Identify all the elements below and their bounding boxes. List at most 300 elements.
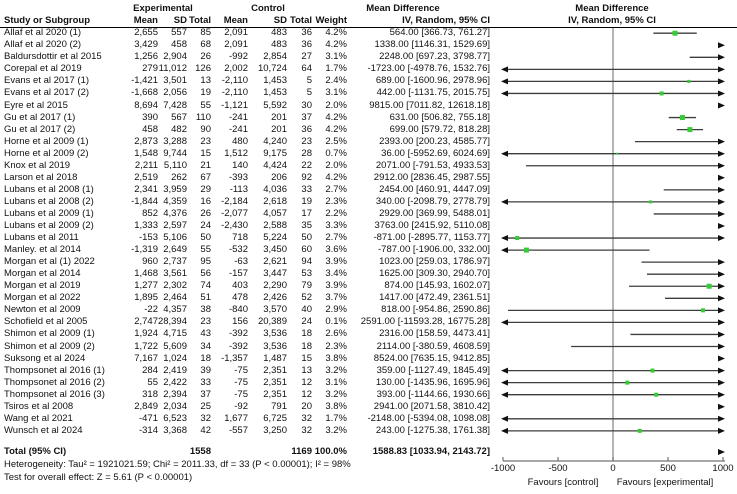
experimental-sd: 4,376	[163, 207, 187, 219]
study-name: Lubans et al 2008 (2)	[4, 195, 94, 207]
experimental-sd: 2,649	[163, 244, 187, 256]
control-total: 79	[301, 280, 312, 292]
study-name: Gu et al 2017 (1)	[4, 111, 76, 123]
experimental-total: 42	[200, 424, 211, 436]
control-sd: 3,450	[263, 244, 287, 256]
study-weight: 4.2%	[325, 27, 347, 39]
experimental-total: 26	[200, 207, 211, 219]
study-weight: 2.3%	[325, 195, 347, 207]
study-weight: 3.1%	[325, 376, 347, 388]
experimental-total: 23	[200, 135, 211, 147]
experimental-total: 18	[200, 352, 211, 364]
ci-arrow-left-icon	[501, 78, 508, 84]
study-ci-text: 2912.00 [2836.45, 2987.55]	[373, 171, 490, 183]
ci-arrow-right-icon	[718, 199, 725, 205]
effect-marker	[660, 91, 664, 95]
ci-arrow-left-icon	[501, 247, 508, 253]
control-total: 23	[301, 135, 312, 147]
experimental-mean: 458	[142, 123, 158, 135]
control-mean: -2,110	[221, 75, 248, 87]
ctrl-mean-header: Mean	[223, 15, 248, 26]
experimental-mean: 1,722	[134, 340, 158, 352]
ci-arrow-left-icon	[501, 319, 508, 325]
experimental-mean: 1,895	[134, 292, 158, 304]
total-control-n: 1169	[291, 446, 312, 457]
study-weight: 3.1%	[325, 87, 347, 99]
study-weight: 0.7%	[325, 147, 347, 159]
control-sd: 2,854	[263, 51, 287, 63]
experimental-group-header: Experimental	[133, 3, 193, 14]
ci-arrow-right-icon	[718, 66, 725, 72]
ci-arrow-left-icon	[501, 416, 508, 422]
control-mean: -75	[234, 376, 248, 388]
ci-arrow-right-icon	[718, 331, 725, 337]
control-mean: -2,077	[221, 207, 248, 219]
study-name: Shimon et al 2009 (2)	[4, 340, 95, 352]
experimental-sd: 2,034	[163, 400, 187, 412]
md-plot-subtitle: IV, Random, 95% CI	[568, 15, 656, 26]
experimental-mean: 1,548	[134, 147, 158, 159]
study-ci-text: 874.00 [145.93, 1602.07]	[384, 280, 490, 292]
control-mean: -1,121	[221, 99, 248, 111]
experimental-total: 95	[200, 256, 211, 268]
control-total: 13	[301, 364, 312, 376]
ci-arrow-right-icon	[718, 319, 725, 325]
effect-marker	[654, 393, 658, 397]
control-total: 32	[301, 424, 312, 436]
study-ci-text: 564.00 [366.73, 761.27]	[389, 27, 490, 39]
study-weight: 2.7%	[325, 183, 347, 195]
experimental-total: 110	[195, 111, 211, 123]
study-weight: 3.2%	[325, 364, 347, 376]
experimental-sd: 4,357	[163, 304, 187, 316]
study-ci-text: 689.00 [-1600.96, 2978.96]	[375, 75, 490, 87]
experimental-sd: 2,419	[163, 364, 187, 376]
md-plot-title: Mean Difference	[575, 3, 649, 14]
control-sd: 2,351	[263, 376, 287, 388]
control-mean: 718	[232, 232, 248, 244]
control-total: 15	[301, 352, 312, 364]
experimental-sd: 2,302	[163, 280, 187, 292]
study-name: Thompsonet al 2016 (3)	[4, 388, 105, 400]
experimental-mean: 390	[142, 111, 158, 123]
study-name: Baldursdottir et al 2015	[4, 51, 102, 63]
experimental-mean: -314	[138, 424, 158, 436]
control-mean: 1,512	[224, 147, 248, 159]
study-name: Horne et al 2009 (1)	[4, 135, 89, 147]
study-weight: 1.7%	[325, 412, 347, 424]
study-weight: 2.9%	[325, 304, 347, 316]
experimental-total: 51	[200, 292, 211, 304]
study-name: Lubans et al 2011	[4, 232, 79, 244]
control-total: 33	[301, 183, 312, 195]
control-sd: 5,224	[263, 232, 287, 244]
control-mean: 2,002	[224, 63, 248, 75]
study-weight: 4.2%	[325, 39, 347, 51]
experimental-sd: 3,368	[163, 424, 187, 436]
control-total: 92	[301, 171, 312, 183]
study-name: Evans et al 2017 (1)	[4, 75, 90, 87]
experimental-total: 33	[200, 376, 211, 388]
study-ci-text: 2929.00 [369.99, 5488.01]	[379, 207, 490, 219]
experimental-sd: 2,422	[163, 376, 187, 388]
control-mean: 480	[232, 135, 248, 147]
effect-marker	[687, 80, 690, 83]
experimental-total: 43	[200, 328, 211, 340]
study-ci-text: 9815.00 [7011.82, 12618.18]	[369, 99, 490, 111]
exp-sd-header: SD	[173, 15, 187, 26]
experimental-mean: 1,277	[134, 280, 158, 292]
ci-arrow-right-icon	[718, 90, 725, 96]
ci-arrow-left-icon	[501, 235, 508, 241]
study-name: Horne et al 2009 (2)	[4, 147, 89, 159]
control-mean: -75	[234, 364, 248, 376]
control-mean: -392	[228, 328, 248, 340]
experimental-sd: 5,106	[163, 232, 187, 244]
control-mean: -840	[228, 304, 248, 316]
study-weight: 4.2%	[325, 171, 347, 183]
study-weight: 3.9%	[325, 256, 347, 268]
experimental-mean: -1,668	[131, 87, 158, 99]
study-weight: 0.1%	[325, 316, 347, 328]
ci-arrow-right-icon	[718, 163, 725, 169]
control-mean: -63	[234, 256, 248, 268]
experimental-total: 32	[200, 412, 211, 424]
control-total: 5	[306, 87, 312, 99]
ctrl-sd-header: SD	[273, 15, 287, 26]
control-mean: -393	[228, 171, 248, 183]
study-name: Lubans et al 2008 (1)	[4, 183, 94, 195]
experimental-total: 19	[200, 87, 211, 99]
ci-arrow-right-icon	[718, 368, 725, 374]
study-ci-text: 8524.00 [7635.15, 9412.85]	[373, 352, 490, 364]
ci-arrow-left-icon	[501, 380, 508, 386]
ctrl-total-header: Total	[290, 15, 312, 26]
study-name: Wang et al 2021	[4, 412, 73, 424]
control-total: 18	[301, 340, 312, 352]
experimental-sd: 262	[171, 171, 187, 183]
ci-arrow-right-icon	[718, 54, 725, 60]
control-sd: 3,447	[263, 268, 287, 280]
study-weight: 3.3%	[325, 220, 347, 231]
effect-marker	[687, 127, 692, 132]
study-weight: 2.7%	[325, 232, 347, 244]
experimental-total: 85	[200, 27, 211, 39]
experimental-total: 25	[200, 400, 211, 412]
control-sd: 3,536	[263, 340, 287, 352]
control-mean: -1,357	[221, 352, 248, 364]
study-name: Shimon et al 2009 (1)	[4, 328, 95, 340]
control-mean: 156	[232, 316, 248, 328]
experimental-total: 34	[200, 340, 211, 352]
experimental-total: 90	[200, 123, 211, 135]
experimental-sd: 458	[171, 39, 187, 51]
experimental-total: 24	[200, 220, 211, 231]
control-mean: 2,091	[224, 27, 248, 39]
control-total: 64	[301, 63, 312, 75]
experimental-mean: 318	[142, 388, 158, 400]
control-sd: 483	[271, 27, 287, 39]
experimental-total: 56	[200, 268, 211, 280]
ci-arrow-left-icon	[501, 368, 508, 374]
axis-tick-label: 0	[610, 463, 616, 474]
control-sd: 2,426	[263, 292, 287, 304]
study-ci-text: 3763.00 [2415.92, 5110.08]	[374, 220, 490, 231]
control-mean: 2,091	[224, 39, 248, 51]
control-total: 50	[301, 232, 312, 244]
control-total: 12	[301, 388, 312, 400]
experimental-total: 55	[200, 99, 211, 111]
control-sd: 2,618	[263, 195, 287, 207]
control-mean: -92	[234, 400, 248, 412]
experimental-mean: -1,844	[131, 195, 158, 207]
experimental-sd: 3,959	[163, 183, 187, 195]
study-name: Suksong et al 2024	[4, 352, 86, 364]
experimental-sd: 5,110	[163, 159, 187, 171]
experimental-total: 38	[200, 304, 211, 316]
experimental-total: 13	[200, 75, 211, 87]
study-name: Morgan et al (1) 2022	[4, 256, 95, 268]
experimental-sd: 4,715	[163, 328, 187, 340]
exp-mean-header: Mean	[133, 15, 158, 26]
study-weight: 3.4%	[325, 268, 347, 280]
experimental-sd: 3,288	[163, 135, 187, 147]
control-sd: 4,240	[263, 135, 287, 147]
ci-arrow-right-icon	[718, 271, 725, 277]
study-ci-text: 2393.00 [200.23, 4585.77]	[379, 135, 490, 147]
ci-arrow-left-icon	[501, 392, 508, 398]
heterogeneity-note: Heterogeneity: Tau² = 1921021.59; Chi² = 2011.33, df = 33 (P < 0.00001); I² = 98%	[4, 459, 351, 470]
experimental-mean: 1,333	[134, 220, 158, 231]
study-ci-text: -2148.00 [-5394.08, 1098.08]	[367, 412, 490, 424]
study-weight: 3.1%	[325, 51, 347, 63]
control-mean: -241	[228, 111, 248, 123]
ci-arrow-right-icon	[718, 139, 725, 145]
experimental-total: 26	[200, 51, 211, 63]
study-weight: 3.2%	[325, 424, 347, 436]
experimental-sd: 2,464	[163, 292, 187, 304]
control-sd: 2,351	[263, 364, 287, 376]
ci-arrow-right-icon	[718, 175, 725, 181]
total-ci-text: 1588.83 [1033.94, 2143.72]	[372, 446, 490, 457]
control-total: 22	[301, 159, 312, 171]
study-weight: 2.5%	[325, 135, 347, 147]
ci-arrow-right-icon	[718, 356, 725, 362]
control-total: 36	[301, 123, 312, 135]
study-name: Eyre et al 2015	[4, 99, 68, 111]
effect-marker	[707, 284, 712, 289]
experimental-mean: 2,519	[134, 171, 158, 183]
control-total: 94	[301, 256, 312, 268]
study-ci-text: 2454.00 [460.91, 4447.09]	[379, 183, 490, 195]
weight-column-header: Weight	[315, 15, 347, 26]
study-ci-text: 2316.00 [158.59, 4473.41]	[379, 328, 490, 340]
study-name: Allaf et al 2020 (2)	[4, 39, 82, 51]
control-sd: 6,725	[263, 412, 287, 424]
total-label: Total (95% CI)	[4, 446, 67, 457]
experimental-total: 16	[200, 195, 211, 207]
experimental-sd: 1,024	[163, 352, 187, 364]
experimental-sd: 2,904	[163, 51, 187, 63]
control-mean: -557	[228, 424, 248, 436]
study-name: Thompsonet al 2016 (1)	[4, 364, 105, 376]
control-mean: -2,110	[221, 87, 248, 99]
study-ci-text: 130.00 [-1435.96, 1695.96]	[375, 376, 490, 388]
control-total: 28	[301, 147, 312, 159]
ci-arrow-right-icon	[718, 103, 725, 109]
control-sd: 1,487	[263, 352, 287, 364]
study-ci-text: 340.00 [-2098.79, 2778.79]	[375, 195, 490, 207]
study-name: Lubans et al 2009 (1)	[4, 207, 94, 219]
experimental-sd: 6,523	[163, 412, 187, 424]
total-experimental-n: 1558	[189, 446, 211, 457]
control-mean: -113	[229, 183, 248, 195]
experimental-mean: 2,747	[134, 316, 158, 328]
control-mean: 1,677	[224, 412, 248, 424]
control-mean: 403	[232, 280, 248, 292]
control-sd: 483	[271, 39, 287, 51]
ci-arrow-right-icon	[718, 283, 725, 289]
ci-arrow-left-icon	[501, 428, 508, 434]
favours-control-label: Favours [control]	[527, 477, 599, 488]
favours-experimental-label: Favours [experimental]	[616, 477, 714, 488]
control-total: 32	[301, 412, 312, 424]
experimental-sd: 2,056	[163, 87, 187, 99]
control-sd: 2,588	[263, 220, 287, 231]
ci-arrow-right-icon	[718, 344, 725, 350]
control-mean: -157	[228, 268, 248, 280]
control-mean: -392	[228, 340, 248, 352]
ci-arrow-left-icon	[501, 90, 508, 96]
control-total: 60	[301, 244, 312, 256]
experimental-mean: 852	[142, 207, 158, 219]
study-weight: 2.2%	[325, 207, 347, 219]
experimental-total: 23	[200, 316, 211, 328]
control-sd: 201	[271, 123, 287, 135]
control-mean: -2,184	[221, 195, 248, 207]
control-total: 52	[301, 292, 312, 304]
ci-arrow-left-icon	[501, 151, 508, 157]
control-sd: 2,621	[263, 256, 287, 268]
control-sd: 2,351	[263, 388, 287, 400]
control-sd: 2,290	[263, 280, 287, 292]
axis-tick-label: 500	[660, 463, 676, 474]
study-ci-text: 2248.00 [697.23, 3798.77]	[379, 51, 490, 63]
control-total: 37	[301, 111, 312, 123]
study-name: Lubans et al 2009 (2)	[4, 220, 94, 231]
ci-arrow-right-icon	[718, 392, 725, 398]
control-total: 18	[301, 328, 312, 340]
study-ci-text: 2114.00 [-380.59, 4608.59]	[376, 340, 490, 352]
study-weight: 1.7%	[325, 63, 347, 75]
experimental-sd: 28,394	[157, 316, 187, 328]
study-name: Evans et al 2017 (2)	[4, 87, 90, 99]
experimental-mean: -471	[138, 412, 158, 424]
ci-arrow-right-icon	[718, 78, 725, 84]
axis-tick-label: -500	[548, 463, 568, 474]
experimental-mean: 3,429	[134, 39, 158, 51]
experimental-mean: 2,211	[134, 159, 158, 171]
study-ci-text: 631.00 [506.82, 755.18]	[389, 111, 490, 123]
experimental-total: 74	[200, 280, 211, 292]
control-mean: -992	[228, 51, 248, 63]
effect-marker	[701, 308, 705, 312]
experimental-mean: -22	[144, 304, 158, 316]
experimental-mean: -153	[138, 232, 158, 244]
study-weight: 3.7%	[325, 292, 347, 304]
study-name: Gu et al 2017 (2)	[4, 123, 76, 135]
experimental-sd: 3,561	[163, 268, 187, 280]
effect-marker	[650, 369, 654, 373]
ci-arrow-right-icon	[718, 151, 725, 157]
control-total: 17	[301, 207, 312, 219]
study-weight: 2.6%	[325, 328, 347, 340]
md-column-title: Mean Difference	[366, 3, 440, 14]
control-total: 35	[301, 220, 312, 231]
experimental-mean: 1,468	[134, 268, 158, 280]
experimental-sd: 2,597	[163, 220, 187, 231]
study-ci-text: 1023.00 [259.03, 1786.97]	[379, 256, 490, 268]
control-sd: 4,057	[263, 207, 287, 219]
control-mean: -2,430	[221, 220, 248, 231]
experimental-mean: 279	[142, 63, 158, 75]
control-sd: 9,175	[263, 147, 287, 159]
control-mean: -241	[228, 123, 248, 135]
control-total: 40	[301, 304, 312, 316]
study-ci-text: 818.00 [-954.86, 2590.86]	[381, 304, 490, 316]
control-total: 5	[306, 75, 312, 87]
control-sd: 1,453	[263, 87, 287, 99]
study-weight: 3.2%	[325, 388, 347, 400]
ci-arrow-right-icon	[718, 223, 725, 229]
experimental-mean: 2,849	[134, 400, 158, 412]
overall-effect-note: Test for overall effect: Z = 5.61 (P < 0.00001)	[4, 472, 193, 483]
experimental-sd: 4,359	[163, 195, 187, 207]
control-total: 19	[301, 195, 312, 207]
study-weight: 2.0%	[325, 99, 347, 111]
effect-marker	[649, 200, 652, 203]
experimental-mean: 2,873	[134, 135, 158, 147]
control-sd: 10,724	[257, 63, 287, 75]
ci-arrow-right-icon	[718, 449, 725, 455]
ci-arrow-left-icon	[501, 66, 508, 72]
experimental-mean: 8,694	[134, 99, 158, 111]
control-total: 53	[301, 268, 312, 280]
experimental-total: 50	[200, 232, 211, 244]
experimental-total: 126	[195, 63, 211, 75]
control-mean: 478	[232, 292, 248, 304]
experimental-sd: 2,737	[163, 256, 187, 268]
study-name: Corepal et al 2019	[4, 63, 82, 75]
experimental-mean: 2,341	[134, 183, 158, 195]
study-ci-text: -1723.00 [-4978.76, 1532.76]	[367, 63, 490, 75]
study-name: Tsiros et al 2008	[4, 400, 74, 412]
control-mean: -532	[228, 244, 248, 256]
md-column-subtitle: IV, Random, 95% CI	[402, 15, 490, 26]
effect-marker	[680, 115, 685, 120]
control-total: 24	[301, 316, 312, 328]
study-ci-text: 2591.00 [-11593.28, 16775.28]	[360, 316, 490, 328]
study-name: Morgan et al 2022	[4, 292, 81, 304]
study-ci-text: 699.00 [579.72, 818.28]	[389, 123, 490, 135]
experimental-sd: 2,394	[163, 388, 187, 400]
experimental-sd: 3,501	[163, 75, 187, 87]
effect-marker	[524, 248, 529, 253]
ci-arrow-right-icon	[718, 211, 725, 217]
experimental-sd: 482	[171, 123, 187, 135]
study-ci-text: 1338.00 [1146.31, 1529.69]	[374, 39, 490, 51]
control-sd: 4,036	[263, 183, 287, 195]
